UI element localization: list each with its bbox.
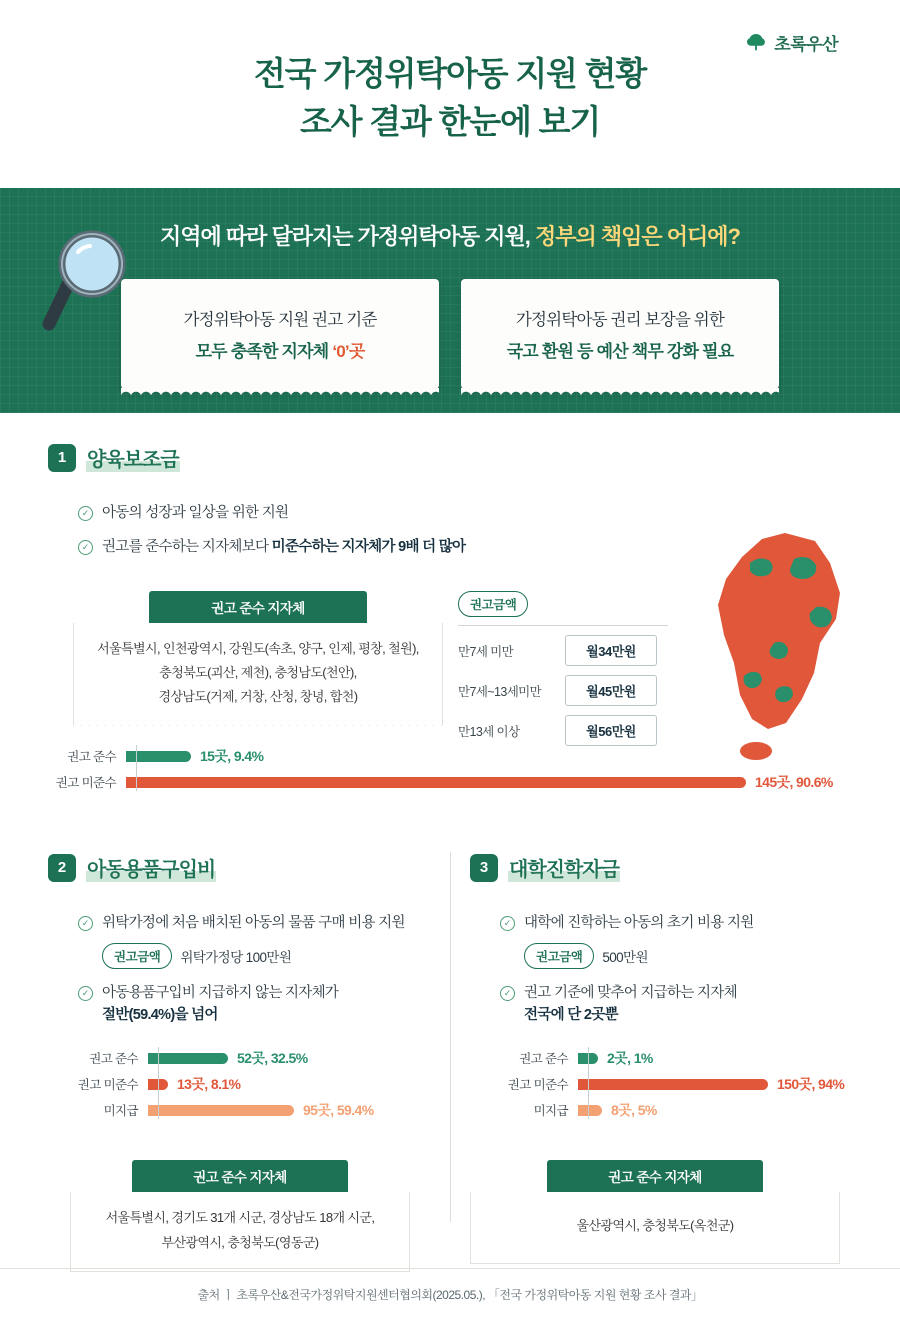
bar-value-1: 2곳, 1% <box>607 1050 653 1066</box>
section-1-bullets <box>78 491 598 559</box>
section-2-bullet-2-pre: 아동용품구입비 지급하지 않는 지자체가 <box>102 984 339 1001</box>
bar-label-1: 권고 준수 <box>67 750 116 764</box>
bar-label-3: 미지급 <box>533 1104 568 1118</box>
summary-card-2-line2: 국고 환원 등 예산 책무 강화 필요 <box>506 342 734 361</box>
section-2 <box>0 845 450 1250</box>
section-2-title <box>86 853 216 882</box>
bar-value-3: 8곳, 5% <box>611 1102 657 1118</box>
section-3-bullet-2-text <box>524 983 737 1027</box>
ticket-zigzag-edge <box>73 725 443 733</box>
section-1-amount-label-1: 만7세 미만 <box>458 644 514 659</box>
section-3-title-text: 대학진학자금 <box>508 853 620 882</box>
section-2-bullet-1-text: 위탁가정에 처음 배치된 아동의 물품 구매 비용 지원 <box>102 915 405 931</box>
check-icon: ✓ <box>78 540 93 555</box>
section-1-ticket-tab: 권고 준수 지자체 <box>149 591 367 623</box>
section-3-bullet-2-pre: 권고 기준에 맞추어 지급하는 지자체 <box>524 984 737 1001</box>
section-2-chart <box>10 1045 430 1123</box>
bar-value-1: 52곳, 32.5% <box>237 1050 308 1066</box>
bar-row-2 <box>48 769 858 795</box>
bar-row-1 <box>48 743 858 769</box>
section-2-number: 2 <box>48 854 76 882</box>
page-title <box>254 50 646 146</box>
title-line-1: 전국 가정위탁아동 지원 현황 <box>253 55 647 93</box>
check-icon: ✓ <box>78 986 93 1001</box>
section-1-number: 1 <box>48 444 76 472</box>
check-icon: ✓ <box>78 506 93 521</box>
section-1-ticket-line-3: 경상남도(거제, 거창, 산청, 창녕, 합천) <box>158 689 358 705</box>
bar-fill-2 <box>578 1079 768 1090</box>
brand-logo <box>744 30 838 55</box>
check-icon: ✓ <box>500 916 515 931</box>
bar-value-3: 95곳, 59.4% <box>303 1102 374 1118</box>
bar-track-3 <box>148 1100 430 1120</box>
band-headline-plain: 지역에 따라 달라지는 가정위탁아동 지원, <box>160 224 536 249</box>
section-3-bullets <box>500 901 860 1026</box>
summary-card-2-line1: 가정위탁아동 권리 보장을 위한 <box>515 311 725 329</box>
section-3-ticket <box>470 1160 840 1264</box>
bar-track-1 <box>126 746 858 766</box>
section-1-amounts <box>458 591 668 746</box>
section-2-bullet-1 <box>78 913 433 935</box>
section-1-amount-value-1: 월34만원 <box>565 635 657 666</box>
section-1 <box>0 413 900 845</box>
chart-axis <box>136 745 137 791</box>
check-icon: ✓ <box>500 986 515 1001</box>
highlight-band <box>0 188 900 413</box>
section-1-title-text: 양육보조금 <box>86 443 180 472</box>
section-1-chart <box>48 743 858 795</box>
section-1-amount-row-1 <box>458 635 668 666</box>
bar-track-1 <box>148 1048 430 1068</box>
section-1-amount-row-3 <box>458 715 668 746</box>
section-3-bullet-2-bold: 전국에 단 2곳뿐 <box>524 1006 618 1023</box>
section-2-bullet-2-bold: 절반(59.4%)을 넘어 <box>102 1006 218 1023</box>
summary-card-2 <box>461 279 779 389</box>
check-icon: ✓ <box>78 916 93 931</box>
bar-row-1 <box>10 1045 430 1071</box>
bar-value-1: 15곳, 9.4% <box>200 748 264 764</box>
section-3-bullet-1 <box>500 913 860 935</box>
section-3-ticket-line-1: 울산광역시, 충청북도(옥천군) <box>576 1218 734 1233</box>
bar-label-2: 권고 미준수 <box>507 1078 568 1092</box>
bar-fill-1 <box>148 1053 228 1064</box>
bar-fill-3 <box>148 1105 294 1116</box>
tree-icon <box>744 31 768 55</box>
summary-card-1-highlight: ‘0’곳 <box>332 342 365 361</box>
section-3-ticket-body <box>470 1192 840 1264</box>
section-3-amount <box>524 943 860 969</box>
bar-track-1 <box>578 1048 890 1068</box>
footer <box>0 1268 900 1320</box>
bar-label-1: 권고 준수 <box>519 1052 568 1066</box>
section-2-ticket-line-2: 부산광역시, 충청북도(영동군) <box>161 1234 319 1250</box>
footer-source: 출처 ㅣ 초록우산&전국가정위탁지원센터협의회(2025.05.), 「전국 가정위탁아동 지원 현황 조사 결과」 <box>197 1288 703 1302</box>
bar-row-1 <box>460 1045 890 1071</box>
bar-track-2 <box>126 772 858 792</box>
section-1-bullet-1-text: 아동의 성장과 일상을 위한 지원 <box>102 505 289 521</box>
chart-axis <box>588 1047 589 1119</box>
section-3-amount-chip: 권고금액 <box>524 943 594 969</box>
bar-track-2 <box>578 1074 890 1094</box>
section-1-bullet-2-pre: 권고를 준수하는 지자체보다 <box>102 538 272 555</box>
bar-track-3 <box>578 1100 890 1120</box>
bar-label-3: 미지급 <box>103 1104 138 1118</box>
section-2-ticket <box>70 1160 410 1272</box>
bar-value-2: 13곳, 8.1% <box>177 1076 241 1092</box>
bar-label-1: 권고 준수 <box>89 1052 138 1066</box>
section-1-ticket <box>73 591 443 733</box>
section-1-title <box>86 443 180 472</box>
section-1-bullet-2-bold: 미준수하는 지자체가 9배 더 많아 <box>271 538 466 555</box>
section-3 <box>450 845 900 1245</box>
section-2-ticket-tab: 권고 준수 지자체 <box>132 1160 348 1192</box>
section-2-ticket-line-1: 서울특별시, 경기도 31개 시군, 경상남도 18개 시군, <box>105 1210 375 1225</box>
section-3-chart <box>460 1045 890 1123</box>
section-1-amount-value-2: 월45만원 <box>565 675 657 706</box>
title-line-2: 조사 결과 한눈에 보기 <box>299 103 600 140</box>
band-headline-accent: 정부의 책임은 어디에? <box>535 224 740 249</box>
section-3-ticket-tab: 권고 준수 지자체 <box>547 1160 763 1192</box>
section-1-ticket-line-1: 서울특별시, 인천광역시, 강원도(속초, 양구, 인제, 평창, 철원), <box>97 641 419 656</box>
section-2-title-text: 아동용품구입비 <box>86 853 216 882</box>
chart-axis <box>158 1047 159 1119</box>
bar-row-2 <box>460 1071 890 1097</box>
summary-card-1-line2 <box>196 337 365 362</box>
section-2-bullet-2 <box>78 983 433 1027</box>
section-1-bullet-2 <box>78 537 598 559</box>
bar-row-2 <box>10 1071 430 1097</box>
section-1-bullet-1 <box>78 503 598 525</box>
bar-track-2 <box>148 1074 430 1094</box>
section-3-bullet-1-text: 대학에 진학하는 아동의 초기 비용 지원 <box>524 915 754 931</box>
korea-map <box>690 523 870 773</box>
section-2-ticket-body <box>70 1192 410 1272</box>
section-3-amount-text: 500만원 <box>602 949 648 965</box>
page-header <box>0 0 900 188</box>
section-1-amount-chip: 권고금액 <box>458 591 528 617</box>
bar-fill-2 <box>126 777 746 788</box>
section-2-bullets <box>78 901 433 1026</box>
section-3-header <box>470 853 620 882</box>
section-2-header <box>48 853 216 882</box>
section-1-header <box>48 443 180 472</box>
section-2-amount-text: 위탁가정당 100만원 <box>180 949 292 965</box>
bar-label-2: 권고 미준수 <box>77 1078 138 1092</box>
section-2-bullet-2-text <box>102 983 338 1027</box>
section-1-amount-row-2 <box>458 675 668 706</box>
section-1-ticket-line-2: 충청북도(괴산, 제천), 충청남도(천안), <box>159 665 357 681</box>
bar-value-2: 145곳, 90.6% <box>755 774 833 790</box>
summary-card-1 <box>121 279 439 389</box>
section-1-amount-value-3: 월56만원 <box>565 715 657 746</box>
section-3-number: 3 <box>470 854 498 882</box>
section-3-bullet-2 <box>500 983 860 1027</box>
section-2-amount <box>102 943 433 969</box>
section-1-amount-label-2: 만7세~13세미만 <box>458 684 542 699</box>
section-3-title <box>508 853 620 882</box>
bar-row-3 <box>10 1097 430 1123</box>
section-1-ticket-body <box>73 623 443 726</box>
bar-row-3 <box>460 1097 890 1123</box>
bar-label-2: 권고 미준수 <box>55 776 116 790</box>
bar-fill-3 <box>578 1105 602 1116</box>
section-1-amount-label-3: 만13세 이상 <box>458 724 520 739</box>
summary-cards <box>0 279 900 389</box>
brand-name: 초록우산 <box>774 35 838 54</box>
section-1-bullet-2-text <box>102 537 465 559</box>
section-2-amount-chip: 권고금액 <box>102 943 172 969</box>
summary-card-1-line2-pre: 모두 충족한 지자체 <box>195 342 333 361</box>
bar-value-2: 150곳, 94% <box>777 1076 845 1092</box>
summary-card-1-line1: 가정위탁아동 지원 권고 기준 <box>183 311 377 329</box>
